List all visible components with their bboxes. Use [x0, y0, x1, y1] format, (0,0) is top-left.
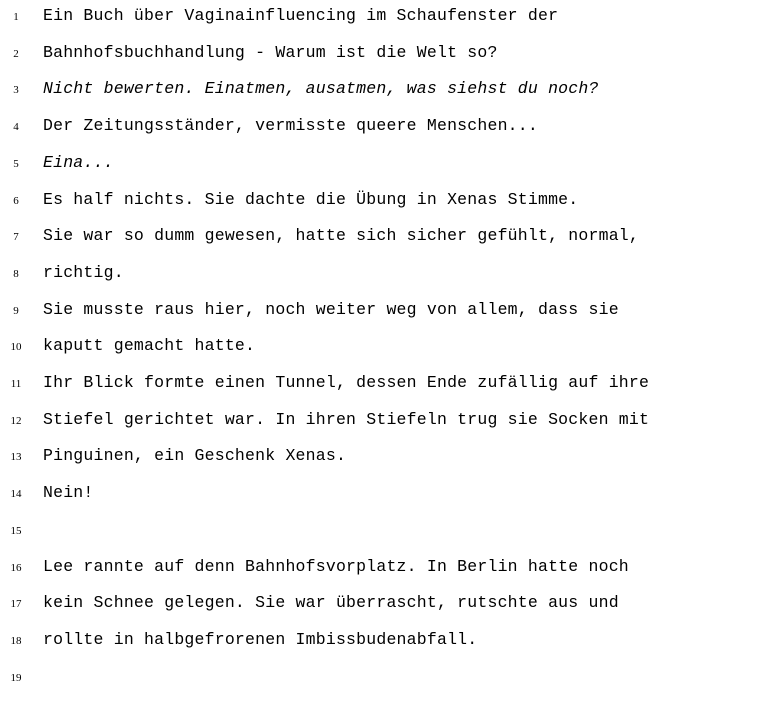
- document-line: [0, 667, 763, 704]
- document-line: [0, 116, 763, 153]
- line-text: Es half nichts. Sie dachte die Übung in Xenas Stimme.: [43, 189, 579, 209]
- line-text: Stiefel gerichtet war. In ihren Stiefeln trug sie Socken mit: [43, 409, 650, 429]
- line-number: 4: [13, 121, 19, 134]
- line-number: 16: [10, 561, 22, 574]
- document-line: [0, 79, 763, 116]
- document-line: [0, 263, 763, 300]
- line-number: 17: [10, 598, 22, 611]
- document-line: [0, 6, 763, 43]
- line-number: 9: [13, 304, 19, 317]
- line-text: Bahnhofsbuchhandlung - Warum ist die Welt so?: [43, 42, 498, 62]
- document-line: [0, 336, 763, 373]
- line-number: 19: [10, 671, 22, 684]
- line-number: 7: [13, 231, 19, 244]
- line-number: 15: [10, 524, 22, 537]
- line-text: Ihr Blick formte einen Tunnel, dessen Ende zufällig auf ihre: [43, 373, 650, 392]
- line-text: rollte in halbgefrorenen Imbissbudenabfall.: [43, 629, 478, 649]
- document-line: [0, 226, 763, 263]
- line-text: Nein!: [43, 483, 94, 503]
- line-text: kein Schnee gelegen. Sie war überrascht, rutschte aus und: [43, 593, 619, 613]
- line-number: 5: [13, 157, 19, 170]
- line-text: Nicht bewerten. Einatmen, ausatmen, was siehst du noch?: [43, 79, 599, 99]
- line-text: Pinguinen, ein Geschenk Xenas.: [43, 446, 347, 466]
- line-number: 2: [13, 47, 19, 60]
- line-text: Ein Buch über Vaginainfluencing im Schaufenster der: [43, 6, 559, 25]
- line-number: 6: [13, 194, 19, 207]
- document-line: [0, 373, 763, 410]
- document-line: [0, 410, 763, 447]
- line-text: richtig.: [43, 262, 124, 282]
- line-number: 3: [13, 84, 19, 97]
- document-line: [0, 593, 763, 630]
- line-text: Lee rannte auf denn Bahnhofsvorplatz. In Berlin hatte noch: [43, 556, 629, 576]
- line-number: 1: [13, 11, 19, 23]
- line-number: 18: [10, 634, 22, 647]
- line-number: 14: [10, 488, 22, 501]
- document-line: [0, 520, 763, 557]
- line-number: 8: [13, 267, 19, 280]
- line-number: 12: [10, 414, 22, 427]
- line-number: 13: [10, 451, 22, 464]
- document-line: [0, 190, 763, 227]
- document-line: [0, 483, 763, 520]
- line-text: Der Zeitungsständer, vermisste queere Menschen...: [43, 116, 538, 136]
- document-line: [0, 446, 763, 483]
- document-line: [0, 153, 763, 190]
- document-line: [0, 43, 763, 80]
- line-text: Sie war so dumm gewesen, hatte sich sicher gefühlt, normal,: [43, 226, 639, 246]
- document-line: [0, 557, 763, 594]
- document-line: [0, 630, 763, 667]
- line-number: 10: [10, 341, 22, 354]
- document-line: [0, 300, 763, 337]
- line-number: 11: [10, 378, 22, 390]
- line-text: Sie musste raus hier, noch weiter weg von allem, dass sie: [43, 299, 619, 319]
- line-text: kaputt gemacht hatte.: [43, 336, 256, 356]
- line-text: Eina...: [43, 152, 114, 172]
